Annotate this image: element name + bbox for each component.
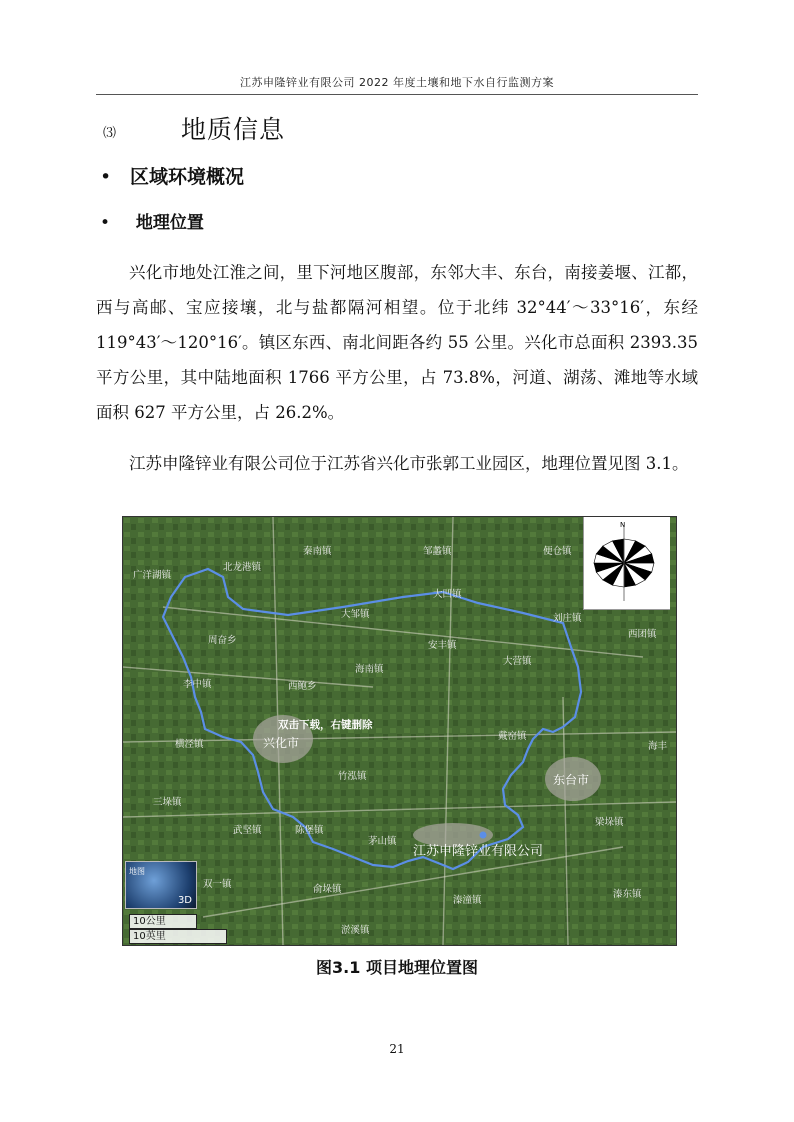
map-town-label: 海南镇 bbox=[355, 664, 384, 675]
page-number: 21 bbox=[389, 1042, 405, 1056]
map-town-label: 戴窑镇 bbox=[498, 731, 527, 742]
compass-icon bbox=[584, 517, 670, 609]
compass-rose bbox=[583, 517, 670, 610]
map-town-label: 武坚镇 bbox=[233, 825, 262, 836]
map-town-label: 梁垛镇 bbox=[595, 817, 624, 828]
map-town-label: 大凹镇 bbox=[433, 589, 462, 600]
company-marker[interactable] bbox=[480, 832, 487, 839]
map-town-label: 竹泓镇 bbox=[338, 771, 367, 782]
map-town-label: 溱东镇 bbox=[613, 889, 642, 900]
figure-caption: 图3.1 项目地理位置图 bbox=[316, 958, 478, 977]
map-town-label: 东台市 bbox=[553, 773, 590, 787]
map-overlay-text[interactable]: 双击下载，右键删除 bbox=[278, 719, 373, 731]
map-town-label: 安丰镇 bbox=[428, 640, 457, 651]
map-town-label: 西鲍乡 bbox=[288, 681, 317, 692]
page-header: 江苏申隆锌业有限公司 2022 年度土壤和地下水自行监测方案 bbox=[96, 76, 698, 95]
map-town-label: 俞垛镇 bbox=[313, 884, 342, 895]
section-number: ⑶ bbox=[103, 126, 117, 141]
paragraph-company: 江苏申隆锌业有限公司位于江苏省兴化市张郭工业园区，地理位置见图 3.1。 bbox=[129, 454, 689, 473]
compass-north-label: N bbox=[620, 521, 626, 529]
map-town-label: 刘庄镇 bbox=[553, 613, 582, 624]
map-town-label: 兴化市 bbox=[263, 736, 300, 750]
map-town-label: 海丰 bbox=[648, 741, 668, 752]
map-town-label: 西团镇 bbox=[628, 629, 657, 640]
bullet-geo-location bbox=[100, 208, 204, 233]
map-town-label: 横泾镇 bbox=[175, 739, 204, 750]
section-title: 地质信息 bbox=[181, 115, 286, 144]
map-town-label: 广洋湖镇 bbox=[133, 570, 172, 581]
map-town-label: 邹蠡镇 bbox=[423, 546, 452, 557]
map-town-label: 北龙港镇 bbox=[223, 562, 262, 573]
globe-3d-label: 3D bbox=[177, 895, 192, 906]
map-town-label: 茅山镇 bbox=[368, 836, 397, 847]
map-town-label: 双一镇 bbox=[203, 879, 232, 890]
map-town-label: 溱潼镇 bbox=[453, 895, 482, 906]
map-town-label: 便仓镇 bbox=[543, 546, 572, 557]
globe-3d-button[interactable] bbox=[125, 861, 197, 909]
location-map-figure[interactable] bbox=[122, 516, 677, 946]
map-town-label: 周奋乡 bbox=[208, 635, 237, 646]
bullet-dot: • bbox=[100, 166, 112, 188]
bullet-location-text: 地理位置 bbox=[135, 213, 204, 233]
bullet-region-overview bbox=[100, 162, 244, 189]
scale-bar-km: 10公里 bbox=[129, 914, 197, 929]
map-town-label: 三垛镇 bbox=[153, 797, 182, 808]
map-town-label: 大营镇 bbox=[503, 656, 532, 667]
map-town-label: 李中镇 bbox=[183, 679, 212, 690]
map-town-label: 大邹镇 bbox=[341, 609, 370, 620]
bullet-dot: • bbox=[100, 213, 111, 233]
paragraph-location: 兴化市地处江淮之间，里下河地区腹部，东邻大丰、东台，南接姜堰、江都，西与高邮、宝应接壤，北与盐都隔河相望。位于北纬 32°44′～33°16′，东经 119°43′～120°16′。镇区东西、南北间距各约 55 公里。兴化市总面积 2393.35 平方公里，其中陆地面积 1766 平方公里，占 73.8%，河道、湖荡、滩地等水域面积 627 平方公里，占 26.2%。 bbox=[96, 263, 698, 422]
scale-bar-mi: 10英里 bbox=[129, 929, 227, 944]
map-town-label: 秦南镇 bbox=[303, 546, 332, 557]
map-town-label: 淤溪镇 bbox=[341, 925, 370, 936]
map-town-label: 陈堡镇 bbox=[295, 825, 324, 836]
globe-label: 地图 bbox=[129, 867, 145, 876]
bullet-region-text: 区域环境概况 bbox=[130, 166, 245, 188]
company-label: 江苏申隆锌业有限公司 bbox=[413, 844, 544, 859]
